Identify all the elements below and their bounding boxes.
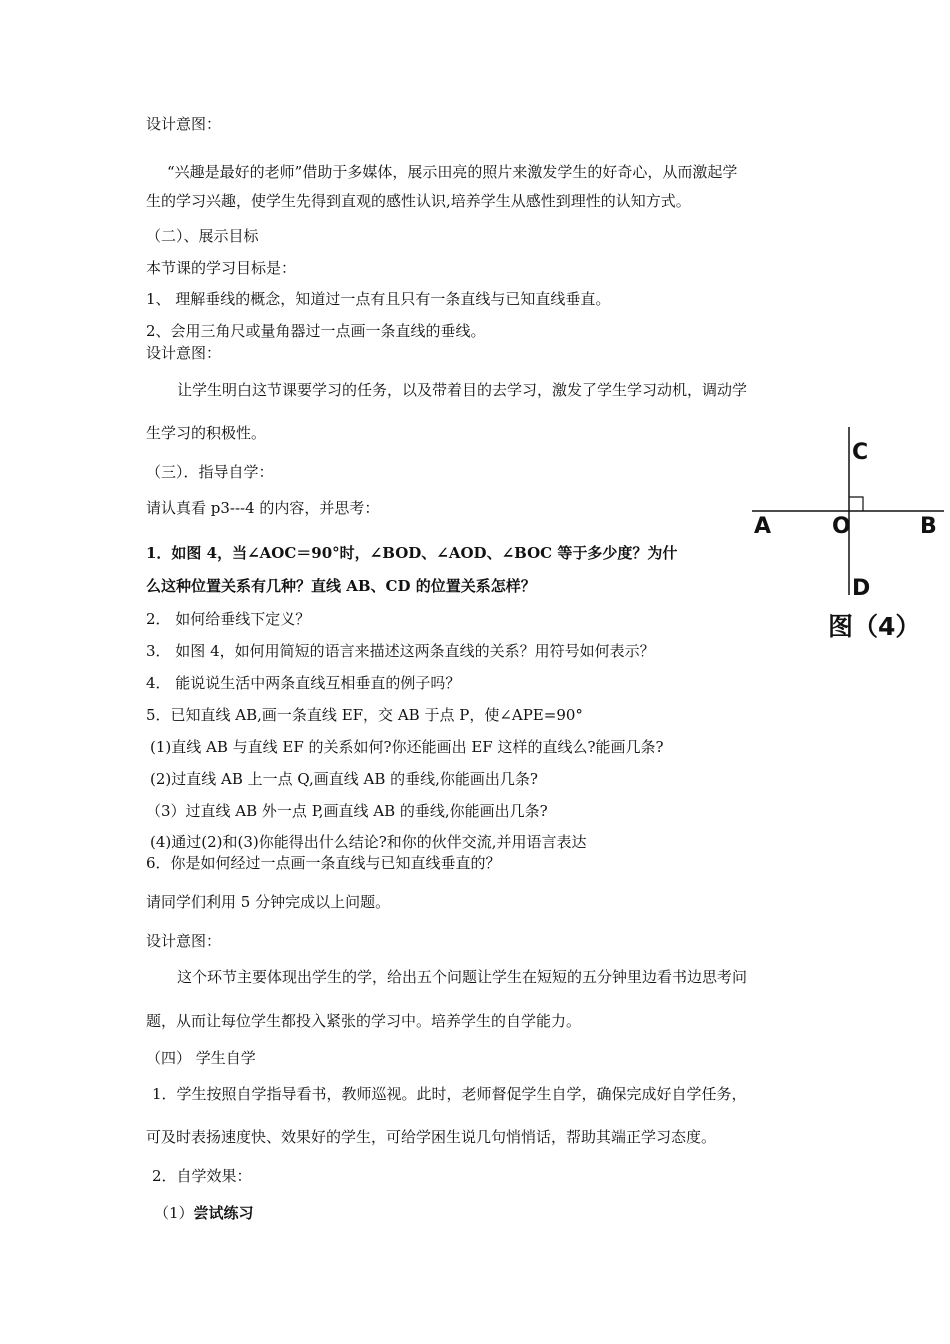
design-intent-heading-1: 设计意图： <box>146 115 222 133</box>
question-1-line-2: 么这种位置关系有几种？直线 AB、CD 的位置关系怎样？ <box>146 577 536 595</box>
question-5: 5．已知直线 AB,画一条直线 EF，交 AB 于点 P，使∠APE=90° <box>146 706 583 724</box>
practice-prefix: （1） <box>154 1204 194 1222</box>
paragraph-line: 生学习的积极性。 <box>146 424 267 442</box>
label-a: A <box>754 514 772 539</box>
design-intent-heading-2: 设计意图： <box>146 344 222 362</box>
paragraph-line: 这个环节主要体现出学生的学，给出五个问题让学生在短短的五分钟里边看书边思考问 <box>177 968 748 986</box>
question-5-sub-2: (2)过直线 AB 上一点 Q,画直线 AB 的垂线,你能画出几条? <box>150 770 538 788</box>
paragraph-line: 本节课的学习目标是： <box>146 259 297 277</box>
label-b: B <box>920 514 937 539</box>
paragraph-line: 2．自学效果： <box>152 1167 252 1185</box>
paragraph-line: “兴趣是最好的老师”借助于多媒体，展示田亮的照片来激发学生的好奇心，从而激起学 <box>167 163 738 181</box>
section-heading-4: （四） 学生自学 <box>146 1049 256 1067</box>
label-o: O <box>832 514 851 539</box>
list-item: 1、 理解垂线的概念，知道过一点有且只有一条直线与已知直线垂直。 <box>146 290 611 308</box>
question-1-line-1: 1．如图 4，当∠AOC＝90°时，∠BOD、∠AOD、∠BOC 等于多少度？为什 <box>146 544 678 562</box>
question-5-sub-3: （3）过直线 AB 外一点 P,画直线 AB 的垂线,你能画出几条? <box>146 802 548 820</box>
section-heading-3: （三）．指导自学： <box>146 463 274 481</box>
question-4: 4． 能说说生活中两条直线互相垂直的例子吗？ <box>146 674 461 692</box>
paragraph-line: 1．学生按照自学指导看书，教师巡视。此时，老师督促学生自学，确保完成好自学任务， <box>152 1085 747 1103</box>
paragraph-line: 题，从而让每位学生都投入紧张的学习中。培养学生的自学能力。 <box>146 1012 582 1030</box>
list-item: 2、会用三角尺或量角器过一点画一条直线的垂线。 <box>146 322 486 340</box>
paragraph-line: 生的学习兴趣，使学生先得到直观的感性认识,培养学生从感性到理性的认知方式。 <box>146 192 691 210</box>
practice-heading <box>154 1203 254 1223</box>
section-heading-2: （二）、展示目标 <box>146 227 259 245</box>
practice-label: 尝试练习 <box>193 1204 254 1222</box>
label-d: D <box>852 576 871 601</box>
paragraph-line: 让学生明白这节课要学习的任务，以及带着目的去学习，激发了学生学习动机，调动学 <box>177 381 748 399</box>
figure-caption: 图（4） <box>828 612 921 641</box>
question-5-sub-1: (1)直线 AB 与直线 EF 的关系如何?你还能画出 EF 这样的直线么?能画几条? <box>150 738 664 756</box>
question-5-sub-4: (4)通过(2)和(3)你能得出什么结论?和你的伙伴交流,并用语言表达 <box>150 833 587 851</box>
label-c: C <box>852 440 869 465</box>
paragraph-line: 可及时表扬速度快、效果好的学生，可给学困生说几句悄悄话，帮助其端正学习态度。 <box>146 1128 717 1146</box>
paragraph-line: 请同学们利用 5 分钟完成以上问题。 <box>146 893 391 911</box>
question-2: 2． 如何给垂线下定义？ <box>146 610 311 628</box>
design-intent-heading-3: 设计意图： <box>146 932 222 950</box>
right-angle-mark <box>849 497 863 511</box>
question-6: 6．你是如何经过一点画一条直线与已知直线垂直的？ <box>146 854 501 872</box>
question-3: 3． 如图 4，如何用简短的语言来描述这两条直线的关系？用符号如何表示？ <box>146 642 655 660</box>
paragraph-line: 请认真看 p3---4 的内容，并思考： <box>146 499 380 517</box>
perpendicular-lines-figure <box>748 425 946 645</box>
